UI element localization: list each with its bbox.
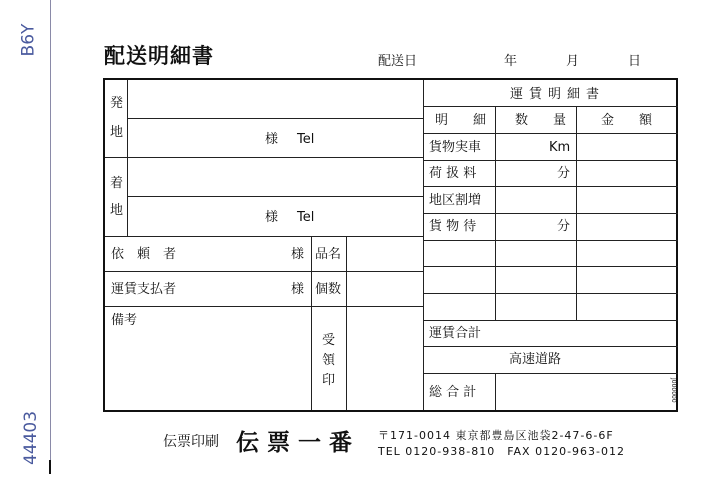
form-code-top: B6Y	[18, 23, 39, 57]
form-code-bottom: 44403	[21, 410, 42, 466]
printer-label: 伝票印刷	[163, 434, 219, 450]
fare-row-unit: 分	[557, 219, 571, 234]
form-sheet	[103, 78, 678, 412]
fare-row-label: 地区割増	[429, 193, 482, 208]
brand-name: 伝票一番	[236, 430, 360, 456]
sender-label-2: 地	[110, 125, 124, 140]
receiver-tel-label: Tel	[297, 210, 315, 225]
margin-line	[50, 0, 51, 470]
quantity-label: 個数	[315, 282, 342, 297]
company-phone: TEL 0120-938-810 FAX 0120-963-012	[378, 445, 626, 458]
highway-label: 高速道路	[509, 352, 562, 367]
payer-honorific: 様	[291, 282, 305, 297]
seal-label-3: 印	[322, 373, 336, 388]
fare-row-label: 貨 物 待	[429, 219, 477, 234]
remarks-label: 備考	[111, 313, 138, 328]
receiver-label-1: 着	[110, 176, 124, 191]
fare-header: 運賃明細書	[510, 87, 606, 102]
fare-row-label: 貨物実車	[429, 140, 482, 155]
fare-col-detail: 明 細	[435, 113, 493, 128]
item-name-label: 品名	[315, 247, 342, 262]
fare-col-amount: 金 額	[601, 113, 659, 128]
sender-label-1: 発	[110, 96, 124, 111]
fare-total-label: 運賃合計	[429, 326, 482, 341]
requester-label: 依 頼 者	[111, 247, 177, 262]
fare-row-unit: 分	[557, 166, 571, 181]
seal-label-2: 領	[322, 353, 336, 368]
month-label: 月	[566, 54, 580, 69]
fare-row-unit: Km	[549, 140, 571, 155]
grand-total-label: 総 合 計	[429, 385, 477, 400]
date-label: 配送日	[378, 54, 418, 69]
day-label: 日	[628, 54, 642, 69]
fare-row-label: 荷 扱 料	[429, 166, 477, 181]
requester-honorific: 様	[291, 247, 305, 262]
sender-honorific: 様	[265, 132, 279, 147]
fare-col-qty: 数 量	[515, 113, 573, 128]
address-label-divider	[127, 80, 128, 236]
year-label: 年	[504, 54, 518, 69]
form-title: 配送明細書	[104, 44, 214, 68]
payer-label: 運賃支払者	[111, 282, 177, 297]
sender-tel-label: Tel	[297, 132, 315, 147]
receiver-label-2: 地	[110, 203, 124, 218]
margin-tick	[49, 460, 51, 474]
serial-number: J000000	[670, 378, 677, 403]
company-address: 〒171-0014 東京都豊島区池袋2-47-6-6F	[378, 429, 614, 442]
seal-label-1: 受	[322, 333, 336, 348]
receiver-honorific: 様	[265, 210, 279, 225]
